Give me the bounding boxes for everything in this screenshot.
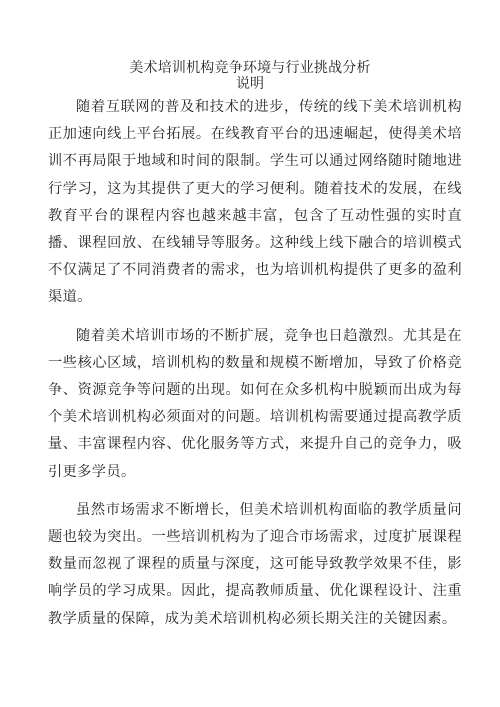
paragraph-market-competition: 随着美术培训市场的不断扩展，竞争也日趋激烈。尤其是在一些核心区域，培训机构的数量和规模不断增加，导致了价格竞争、资源竞争等问题的出现。如何在众多机构中脱颖而出成为每个美术培训机构必须面对的问题。培训机构需要通过提高教学质量、丰富课程内容、优化服务等方式，来提升自己的竞争力，吸引更多学员。 bbox=[48, 327, 462, 480]
document-body bbox=[48, 94, 462, 633]
paragraph-teaching-quality: 虽然市场需求不断增长，但美术培训机构面临的教学质量问题也较为突出。一些培训机构为了迎合市场需求，过度扩展课程数量而忽视了课程的质量与深度，这可能导致教学效果不佳，影响学员的学习成果。因此，提高教师质量、优化课程设计、注重教学质量的保障，成为美术培训机构必须长期关注的关键因素。 bbox=[48, 501, 462, 627]
paragraph-online-expansion: 随着互联网的普及和技术的进步，传统的线下美术培训机构正加速向线上平台拓展。在线教育平台的迅速崛起，使得美术培训不再局限于地域和时间的限制。学生可以通过网络随时随地进行学习，这为其提供了更大的学习便利。随着技术的发展，在线教育平台的课程内容也越来越丰富，包含了互动性强的实时直播、课程回放、在线辅导等服务。这种线上线下融合的培训模式不仅满足了不同消费者的需求，也为培训机构提供了更多的盈利渠道。 bbox=[48, 99, 462, 306]
document-title: 美术培训机构竞争环境与行业挑战分析 bbox=[129, 60, 371, 76]
document-subtitle: 说明 bbox=[236, 76, 264, 92]
